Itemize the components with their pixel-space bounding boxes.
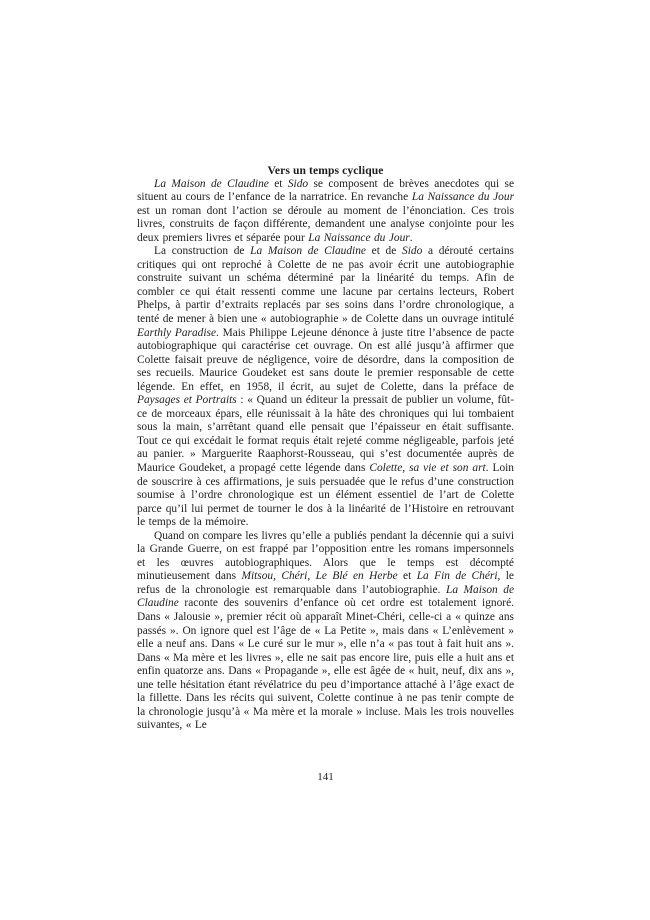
paragraph	[137, 178, 514, 246]
text-run-italic: La Maison de Claudine	[137, 583, 514, 610]
text-run: La construction de	[154, 245, 251, 258]
text-run-italic: Paysages et Portraits	[137, 394, 237, 407]
text-run-italic: La Naissance du Jour	[411, 191, 515, 204]
text-run-italic: La Maison de Claudine	[154, 177, 269, 190]
page-body	[137, 178, 514, 733]
text-run: raconte des souvenirs d’enfance où cet ordre est totalement ignoré. Dans « Jalousie », premier récit où apparaît Minet-Chéri, celle-ci a « quinze ans passés ». On ignore quel est l’âge de « La Petite », mais dans « L’enlèvement » elle a neuf ans. Dans « Le curé sur le mur », elle n’a « pas tout à fait huit ans ». Dans « Ma mère et les livres », elle ne sait pas encore lire, puis elle a huit ans et enfin quatorze ans. Dans « Propagande », elle est âgée de « huit, neuf, dix ans », une telle hésitation étant révélatrice du peu d’importance attaché à l’âge exact de la fillette. Dans les récits qui suivent, Colette continue à ne pas tenir compte de la chronologie jusqu’à « Ma mère et la morale » incluse. Mais les trois nouvelles suivantes, « Le	[137, 597, 514, 732]
text-run: et	[268, 177, 288, 190]
paragraph	[137, 530, 514, 733]
text-run: et de	[365, 245, 403, 258]
text-run: Quand on compare les livres qu’elle a publiés pendant la décennie qui a suivi la Grande Guerre, on est frappé par l’opposition entre les romans impersonnels et les œuvres autobiographiques. Alors que le temps est décompté minutieusement dans	[137, 529, 514, 583]
text-run-italic: Colette, sa vie et son art	[369, 461, 486, 474]
text-run: . Loin de souscrire à ces affirmations, je suis persuadée que le refus d’une construction soumise à l’ordre chronologique est un élément essentiel de l’art de Colette parce qu’il lui permet de tourner le dos à la linéarité de l’Histoire en retrouvant le temps de la mémoire.	[137, 461, 514, 529]
text-run: a dérouté certains critiques qui ont reproché à Colette de ne pas avoir écrit une autobiographie construite suivant un schéma déterminé par la linéarité du temps. Afin de combler ce qui était ressenti comme une lacune par certains lecteurs, Robert Phelps, à partir d’extraits replacés par ses soins dans l’ordre chronologique, a tenté de mener à bien une « autobiographie » de Colette dans un ouvrage intitulé	[137, 245, 514, 325]
text-run: se composent de brèves anecdotes qui se situent au cours de l’enfance de la narratrice. En revanche	[137, 177, 515, 204]
text-run-italic: Earthly Paradise	[137, 326, 217, 339]
text-run-italic: La Fin de Chéri	[416, 570, 498, 583]
text-run-italic: Mitsou, Chéri, Le Blé en Herbe	[241, 570, 398, 583]
text-run-italic: Sido	[287, 177, 309, 190]
text-run-italic: La Naissance du Jour	[308, 231, 410, 244]
text-run: et	[397, 570, 417, 583]
paragraph	[137, 245, 514, 529]
text-run: , le refus de la chronologie est remarquable dans l’autobiographie.	[137, 570, 514, 596]
text-run: . Mais Philippe Lejeune dénonce à juste titre l’absence de pacte autobiographique qui caractérise cet ouvrage. On est allé jusqu’à affirmer que Colette faisait preuve de négligence, voire de désordre, dans la composition de ses recueils. Maurice Goudeket est sans doute le premier responsable de cette légende. En effet, en 1958, il écrit, au sujet de Colette, dans la préface de	[137, 326, 514, 393]
text-run: est un roman dont l’action se déroule au moment de l’énonciation. Ces trois livres, construits de façon différente, demandent une analyse conjointe pour les deux premiers livres et séparée pour	[137, 204, 514, 244]
page-number: 141	[317, 771, 334, 783]
text-run: : « Quand un éditeur la pressait de publier un volume, fût-ce de morceaux épars, elle réunissait à la hâte des chroniques qui lui tombaient sous la main, s’arrêtant quand elle pensait que l’épaisseur en était suffisante. Tout ce qui excédait le format requis était rejeté comme négligeable, parfois jeté au panier. » Marguerite Raaphorst-Rousseau, qui s’est documentée auprès de Maurice Goudeket, a propagé cette légende dans	[137, 394, 515, 474]
section-title: Vers un temps cyclique	[267, 164, 384, 177]
text-run: .	[409, 231, 413, 244]
text-run-italic: Sido	[402, 245, 423, 258]
text-block	[137, 164, 514, 733]
text-run-italic: La Maison de Claudine	[250, 245, 366, 258]
